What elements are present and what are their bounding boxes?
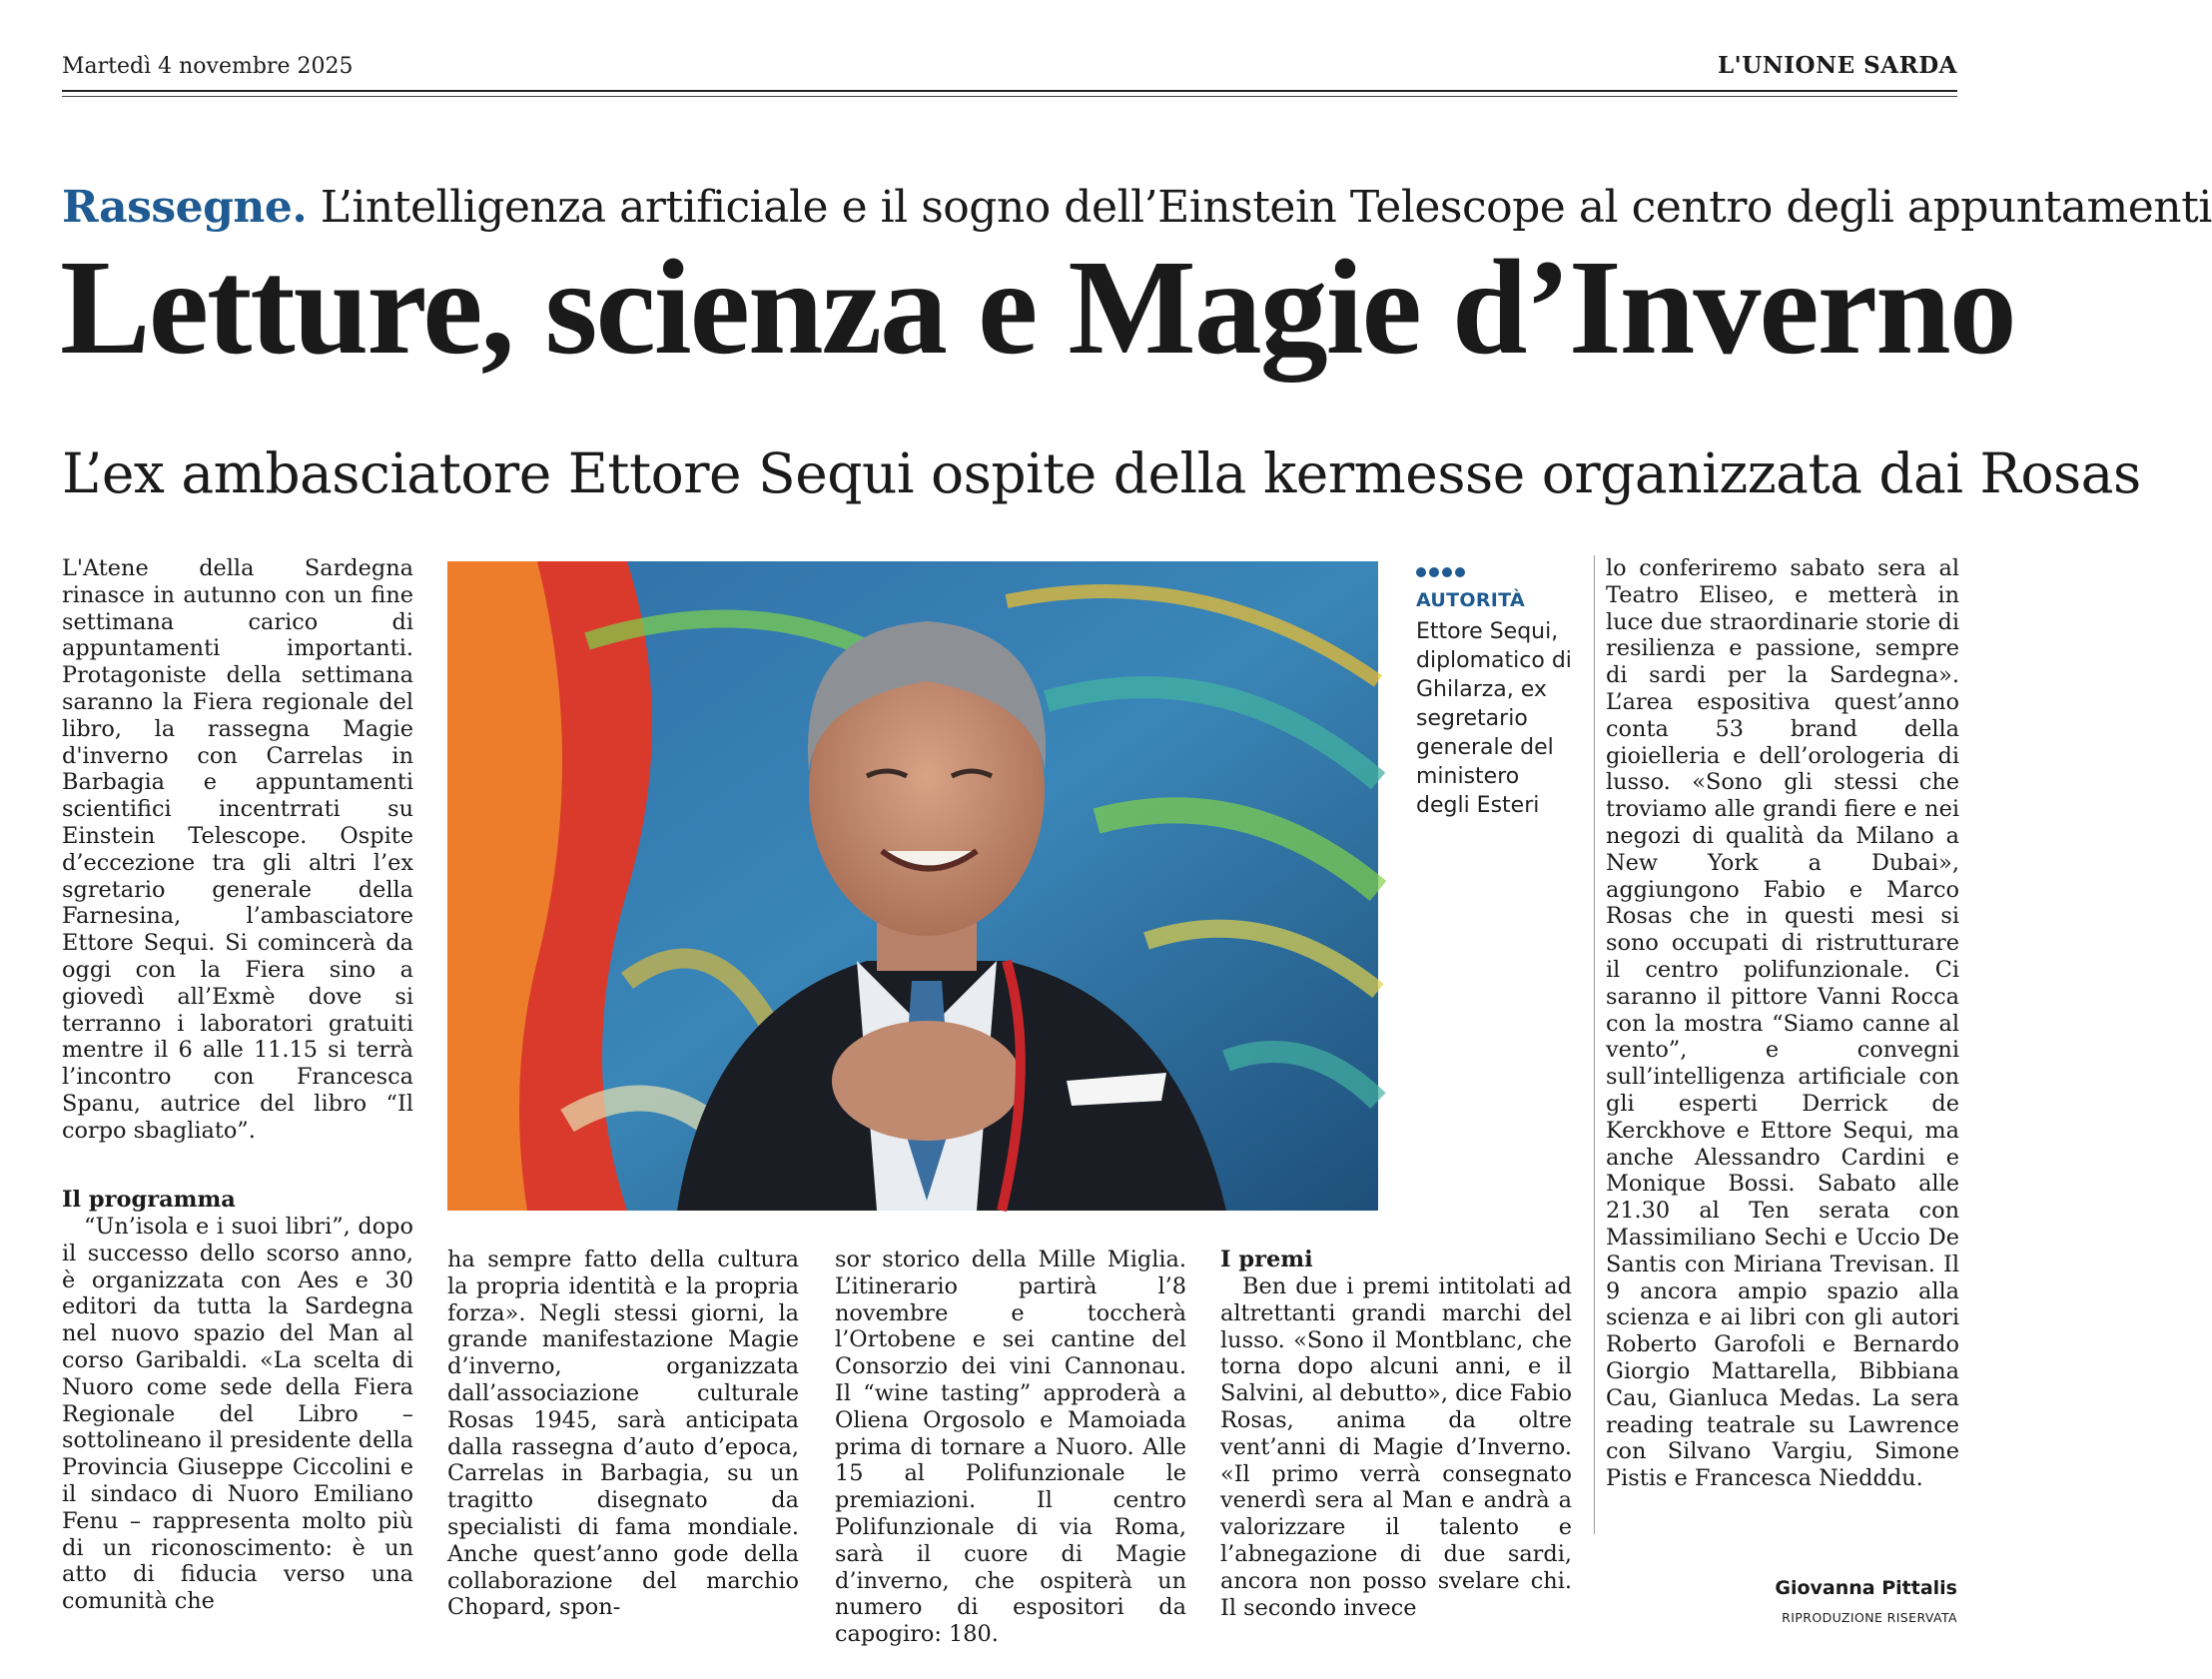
subheadline: L’ex ambasciatore Ettore Sequi ospite della kermesse organizzata dai Rosas (62, 441, 2141, 505)
column-5-paragraph: lo conferiremo sabato sera al Teatro Eliseo, e metterà in luce due straordinarie storie di resilienza e passione, sempre di sardi per la Sardegna». L’area espositiva quest’anno conta 53 brand della gioielleria e dell’orologeria di lusso. «Sono gli stessi che troviamo alle grandi fiere e nei negozi di qualità da Milano a New York a Dubai», aggiungono Fabio e Marco Rosas che in questi mesi si sono occupati di ristrutturare il centro polifunzionale. Ci saranno il pittore Vanni Rocca con la mostra “Siamo canne al vento”, e convegni sull’intelligenza artificiale con gli esperti Derrick de Kerckhove e Ettore Sequi, ma anche Alessandro Cardini e Monique Bossi. Sabato alle 21.30 al Ten serata con Massimiliano Sechi e Uccio De Santis con Miriana Trevisan. Il 9 ancora ampio spazio alla scienza e ai libri con gli autori Roberto Garofoli e Bernardo Giorgio Mattarella, Bibbiana Cau, Gianluca Medas. La sera reading teatrale su Lawrence con Silvano Vargiu, Simone Pistis e Francesca Niedddu. (1606, 555, 1959, 1492)
caption-dots (1416, 562, 1468, 581)
rights-notice: RIPRODUZIONE RISERVATA (1782, 1610, 1957, 1625)
column-2-paragraph: ha sempre fatto della cultura la propria identità e la propria forza». Negli stessi giorni, la grande manifestazione Magie d’inverno, organizzata dall’associazione culturale Rosas 1945, sarà anticipata dalla rassegna d’auto d’epoca, Carrelas in Barbagia, su un tragitto disegnato da specialisti di fama mondiale. Anche quest’anno gode della collaborazione del marchio Chopard, spon- (447, 1247, 799, 1621)
article-column-5 (1606, 555, 1959, 1492)
header-rule-thin (62, 96, 1957, 97)
caption-text: Ettore Sequi, diplomatico di Ghilarza, ex segretario generale del ministero degli Esteri (1416, 619, 1572, 818)
kicker-tag: Rassegne. (62, 182, 308, 233)
publication-name: L'UNIONE SARDA (1717, 52, 1957, 79)
article-column-1 (62, 555, 413, 1145)
column-rule (1594, 555, 1595, 1534)
article-photo (447, 561, 1378, 1211)
section-heading-premi: I premi (1220, 1247, 1313, 1272)
caption-title: AUTORITÀ (1416, 589, 1525, 611)
headline: Letture, scienza e Magie d’Inverno (60, 233, 2015, 383)
portrait-illustration (447, 561, 1378, 1211)
column-4-paragraph: Ben due i premi intitolati ad altrettanti grandi marchi del lusso. «Sono il Montblanc, che torna dopo alcuni anni, e il Salvini, al debutto», dice Fabio Rosas, anima da oltre vent’anni di Magie d’Inverno. «Il primo verrà consegnato venerdì sera al Man e andrà a valorizzare il talento e l’abnegazione di due sardi, ancora non posso svelare chi. Il secondo invece (1220, 1273, 1572, 1621)
program-paragraph: “Un’isola e i suoi libri”, dopo il successo dello scorso anno, è organizzata con Aes e 30 editori da tutta la Sardegna nel nuovo spazio del Man al corso Garibaldi. «La scelta di Nuoro come sede della Fiera Regionale del Libro – sottolineano il presidente della Provincia Giuseppe Ciccolini e il sindaco di Nuoro Emiliano Fenu – rappresenta molto più di un riconoscimento: è un atto di fiducia verso una comunità che (62, 1214, 413, 1615)
article-column-4 (1220, 1247, 1572, 1621)
intro-paragraph: L'Atene della Sardegna rinasce in autunno con un fine settimana carico di appuntamenti importanti. Protagoniste della settimana saranno la Fiera regionale del libro, la rassegna Magie d'inverno con Carrelas in Barbagia e appuntamenti scientifici incentrrati su Einstein Telescope. Ospite d’eccezione tra gli altri l’ex sgretario generale della Farnesina, l’ambasciatore Ettore Sequi. Si comincerà da oggi con la Fiera sino a giovedì all’Exmè dove si terranno i laboratori gratuiti mentre il 6 alle 11.15 si terrà l’incontro con Francesca Spanu, autrice del libro “Il corpo sbagliato”. (62, 555, 413, 1144)
section-heading-programma: Il programma (62, 1187, 236, 1213)
article-column-1-lower (62, 1187, 413, 1615)
issue-date: Martedì 4 novembre 2025 (62, 54, 354, 79)
kicker-text: L’intelligenza artificiale e il sogno dell’Einstein Telescope al centro degli appuntamenti (320, 182, 2212, 233)
column-3-paragraph: sor storico della Mille Miglia. L’itinerario partirà l’8 novembre e toccherà l’Ortobene e sei cantine del Consorzio dei vini Cannonau. Il “wine tasting” approderà a Oliena Orgosolo e Mamoiada prima di tornare a Nuoro. Alle 15 al Polifunzionale le premiazioni. Il centro Polifunzionale di via Roma, sarà il cuore di Magie d’inverno, che ospiterà un numero di espositori da capogiro: 180. (835, 1247, 1186, 1648)
article-column-2 (447, 1247, 799, 1621)
header-rule (62, 90, 1957, 92)
article-column-3 (835, 1247, 1186, 1648)
byline: Giovanna Pittalis (1775, 1577, 1957, 1599)
kicker (62, 182, 2212, 233)
